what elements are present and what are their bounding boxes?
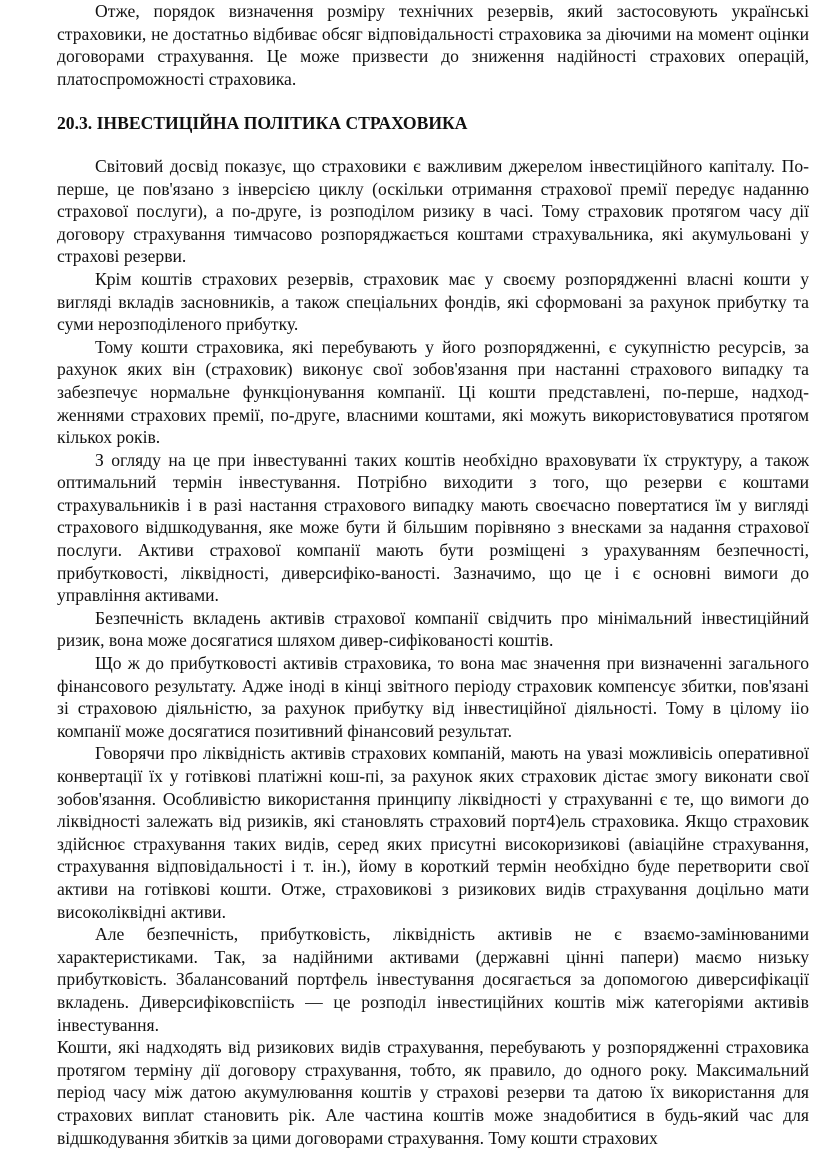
paragraph: З огляду на це при інвестуванні таких коштів необхідно враховувати їх структуру, а також оптимальний термін інвестування. Потрібно виходити з того, що резерви є коштами страхувальників і в разі настання страхового випадку мають своєчасно повертатися їм у вигляді страхового відшкодування, яке може бути й більшим порівняно з внесками за надання страхової послуги. Активи страхової компанії мають бути розміщені з урахуванням безпечності, прибутковості, ліквідності, диверсифіко-ваності. Зазначимо, що це і є основні вимоги до управління активами. [57,449,809,606]
intro-paragraph: Отже, порядок визначення розміру технічних резервів, який застосовують українські страховики, не достатньо відбиває обсяг відповідальності страховика за діючими на момент оцінки договорами страхування. Це може призвести до зниження надійності страхових операцій, платоспроможності страховика. [57,1,809,89]
final-paragraph: Кошти, які надходять від ризикових видів страхування, перебувають у розпорядженні страховика протягом терміну дії договору страхування, тобто, як правило, до одного року. Максимальний період часу між датою акумулювання коштів у страхові резерви та датою їх використання для страхових виплат становить рік. Але частина коштів може знадобитися в будь-який час для відшкодування збитків за цими договорами страхування. Тому кошти страхових [57,1037,809,1148]
paragraph: Світовий досвід показує, що страховики є важливим джерелом інвестиційного капіталу. По-перше, це пов'язано з інверсією циклу (оскільки отримання страхової премії передує наданню страхової послуги), а по-друге, із розподілом ризику в часі. Тому страховик протягом часу дії договору страхування тимчасово розпоряджається коштами страхувальника, які акумульовані у страхові резерви. [57,155,809,267]
section-heading: 20.3. ІНВЕСТИЦІЙНА ПОЛІТИКА СТРАХОВИКА [57,113,468,134]
paragraph: Безпечність вкладень активів страхової компанії свідчить про мінімальний інвестиційний ризик, вона може досягатися шляхом дивер-сифікованості коштів. [57,607,809,651]
paragraph: Тому кошти страховика, які перебувають у його розпорядженні, є сукупністю ресурсів, за рахунок яких він (страховик) виконує свої зобов'язання при настанні страхового випадку та забезпечує нормальне функціонування компанії. Ці кошти представлені, по-перше, надход-женнями страхових премії, по-друге, власними коштами, які можуть використовуватися протягом кількох років. [57,336,809,448]
document-page [57,0,809,1149]
paragraph: Говорячи про ліквідність активів страхових компаній, мають на увазі можливісіь оперативної конвертації їх у готівкові платіжні кош-пі, за рахунок яких страховик дістає змогу виконати свої зобов'язання. Особливістю використання принципу ліквідності у страхуванні є те, що вимоги до ліквідності залежать від ризиків, які становлять страховий порт4)ель страховика. Якщо страховик здійснює страхування таких видів, серед яких присутні високоризикові (авіаційне страхування, страхування відповідальності і т. ін.), йому в короткий термін необхідно буде перетворити свої активи на готівкові кошти. Отже, страховикові з ризикових видів страхування доцільно мати високоліквідні активи. [57,743,809,922]
paragraph: Крім коштів страхових резервів, страховик має у своєму розпорядженні власні кошти у вигляді вкладів засновників, а також спеціальних фондів, які сформовані за рахунок прибутку та суми нерозподіленого прибутку. [57,268,809,335]
paragraph: Але безпечність, прибутковість, ліквідність активів не є взаємо-замінюваними характеристиками. Так, за надійними активами (державні цінні папери) маємо низьку прибутковість. Збалансований портфель інвестування досягається за допомогою диверсифікації вкладень. Диверсифіковспіість — це розподіл інвестиційних коштів між категоріями активів інвестування. [57,924,809,1035]
paragraph: Що ж до прибутковості активів страховика, то вона має значення при визначенні загального фінансового результату. Адже іноді в кінці звітного періоду страховик компенсує збитки, пов'язані зі страховою діяльністю, за рахунок прибутку від інвестиційної діяльності. Тому в цілому ііо компанії може досягатися позитивний фінансовий результат. [57,653,809,741]
